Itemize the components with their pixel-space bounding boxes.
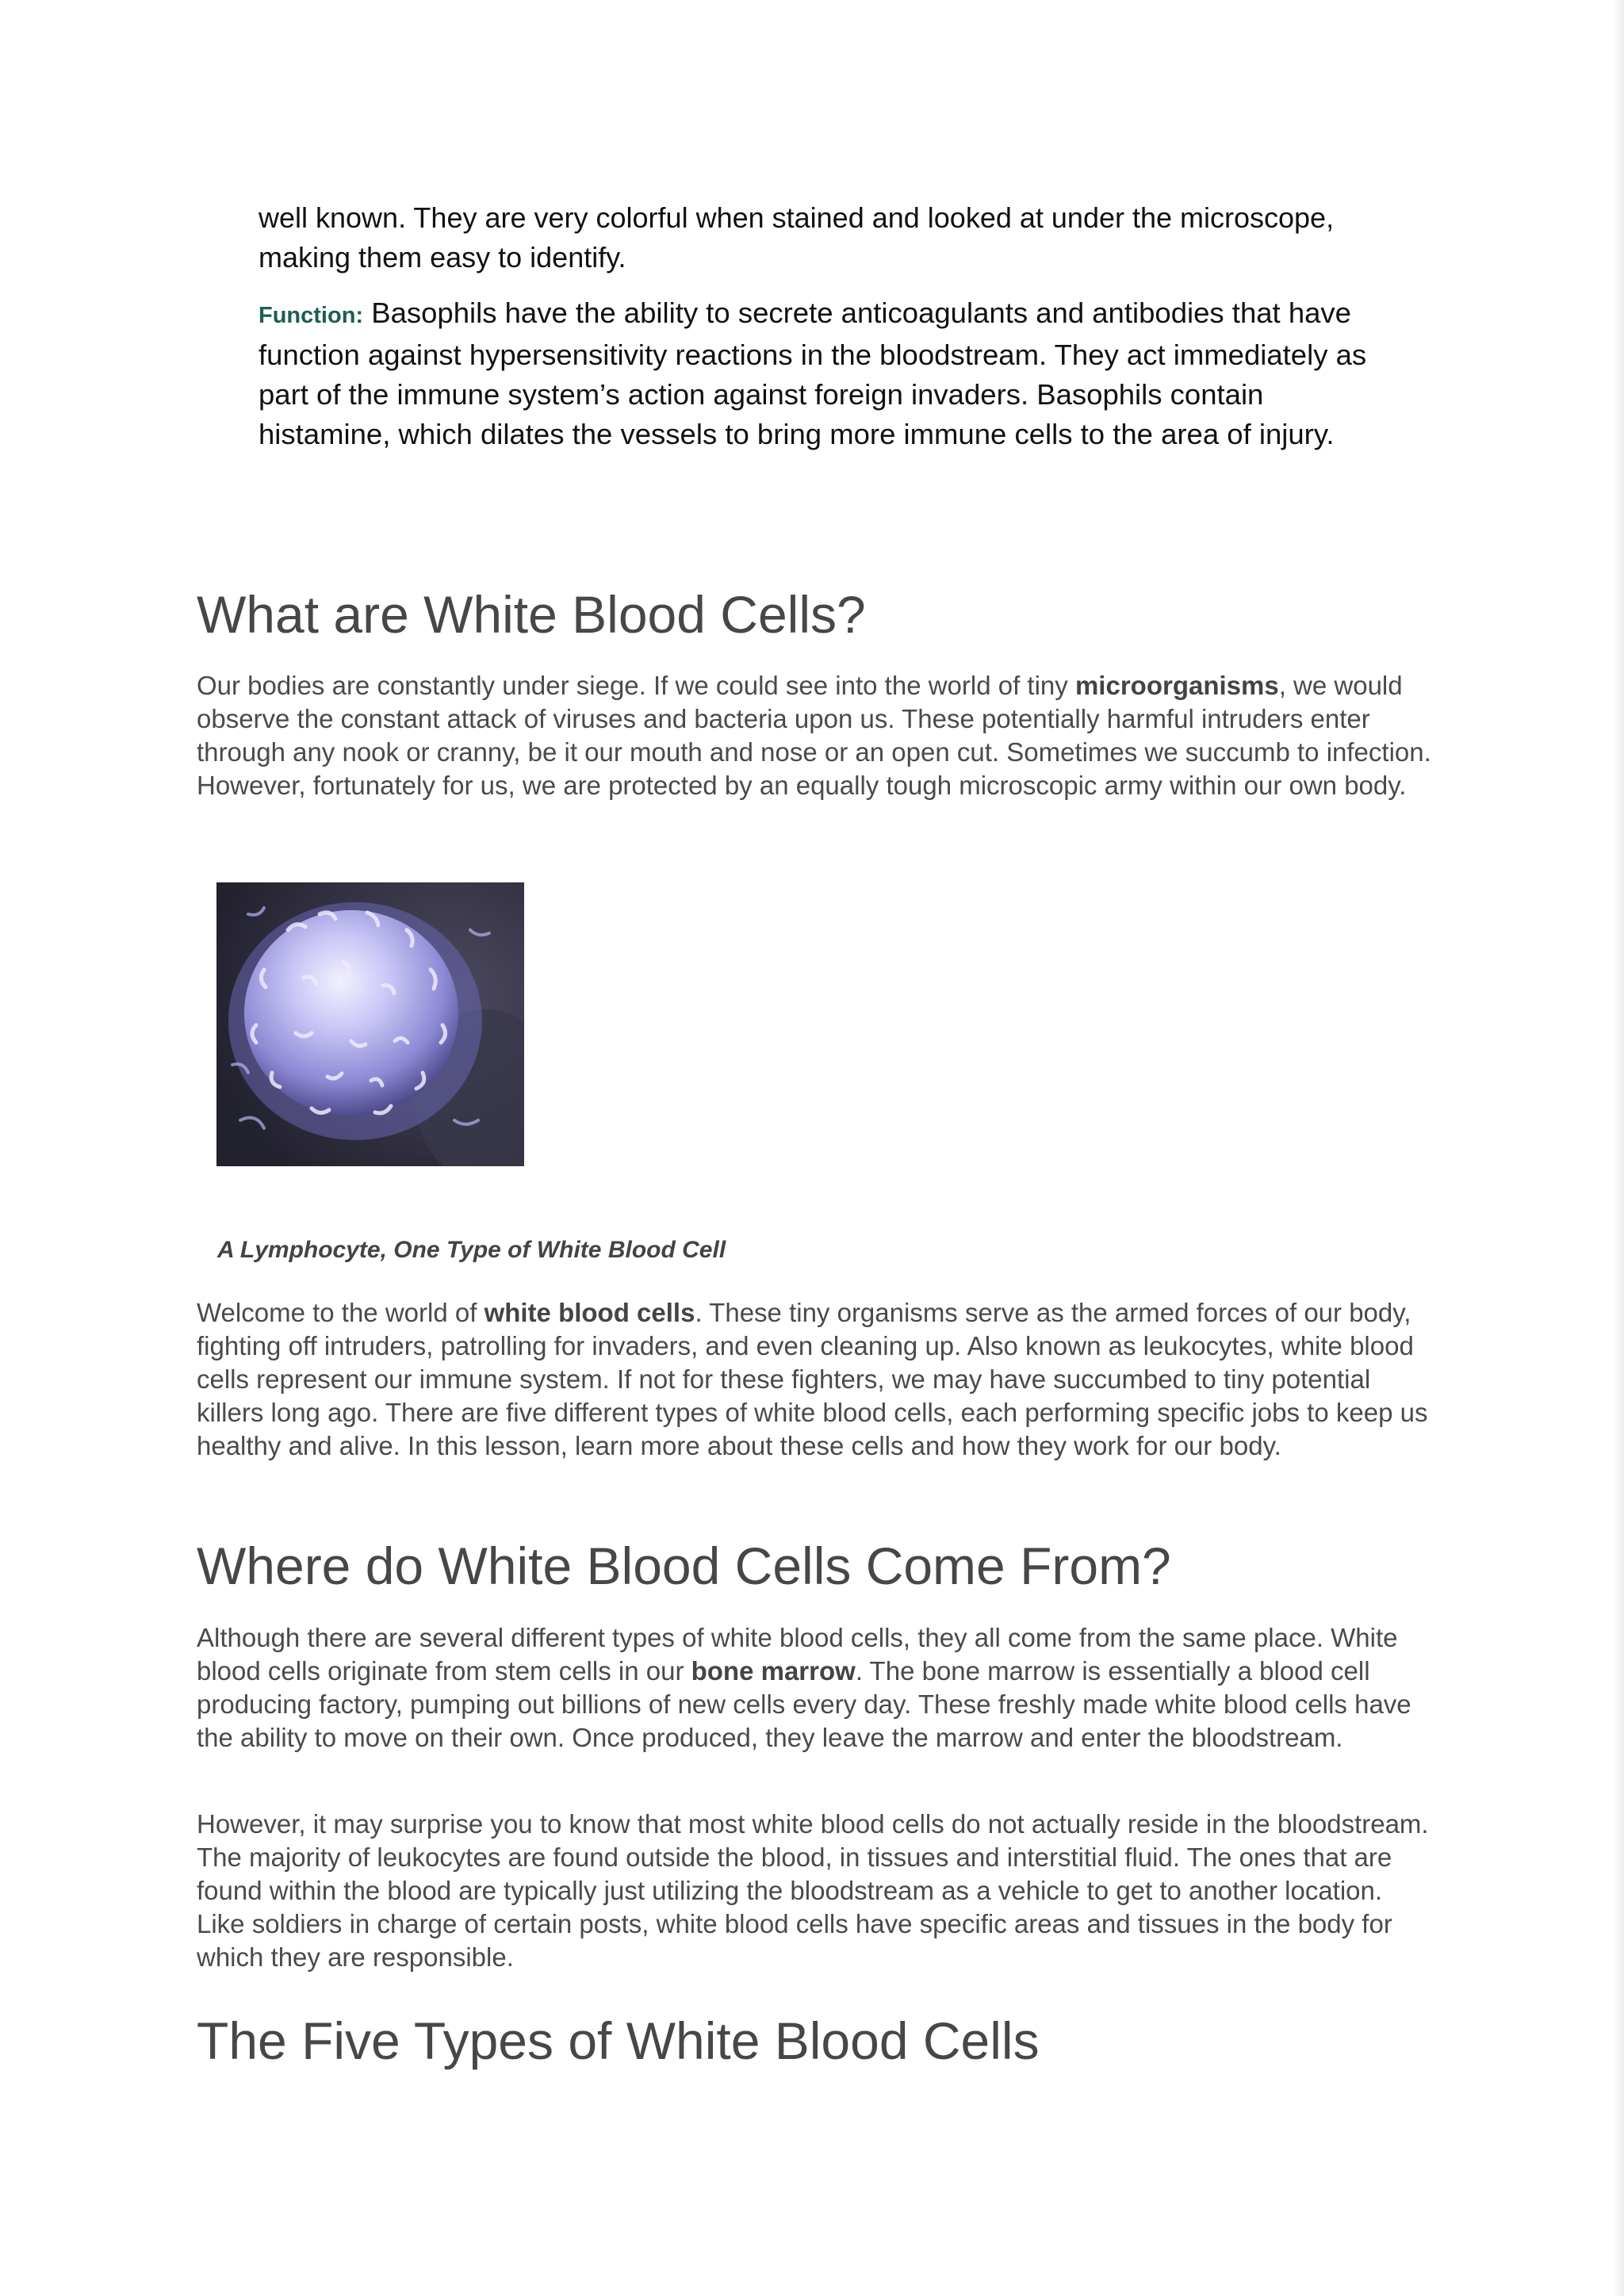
function-text: Basophils have the ability to secrete anticoagulants and antibodies that have function against hypersensitivity reactions in the bloodstream. They act immediately as part of the immune system’s action against foreign invaders. Basophils contain histamine, which dilates the vessels to bring more immune cells to the area of injury. [259, 297, 1367, 450]
section-five-types [197, 2011, 1434, 2071]
term-microorganisms: microorganisms [1074, 671, 1279, 700]
lymphocyte-micrograph-icon [216, 882, 524, 1166]
function-label: Function: [259, 303, 364, 328]
paragraph-text: However, it may surprise you to know that most white blood cells do not actually reside in the bloodstream. The majority of leukocytes are found outside the blood, in tissues and interstitial fluid. The ones that are found within the blood are typically just utilizing the bloodstream as a vehicle to get to another location. Like soldiers in charge of certain posts, white blood cells have specific areas and tissues in the body for which they are responsible. [197, 1809, 1429, 1972]
paragraph-welcome [197, 1296, 1434, 1463]
section-where-wbc-come-from [197, 1536, 1434, 1596]
paragraph-text: Although there are several different types of white blood cells, they all come from the same place. White blood cells originate from stem cells in our bone marrow. The bone marrow is essentially a blood cell producing factory, pumping out billions of new cells every day. These freshly made white blood cells have the ability to move on their own. Once produced, they leave the marrow and enter the bloodstream. [197, 1623, 1411, 1752]
page-edge-shadow [1613, 0, 1624, 2296]
section-what-are-wbc [197, 584, 1434, 645]
term-white-blood-cells: white blood cells [484, 1298, 695, 1327]
paragraph-text: Our bodies are constantly under siege. If we could see into the world of tiny microorganisms, we would observe the constant attack of viruses and bacteria upon us. These potentially harmful intruders enter through any nook or cranny, be it our mouth and nose or an open cut. Sometimes we succumb to infection. However, fortunately for us, we are protected by an equally tough microscopic army within our own body. [197, 671, 1431, 800]
basophil-function-paragraph [259, 293, 1392, 454]
section-heading-what-are-wbc: What are White Blood Cells? [197, 585, 866, 644]
paragraph-location [197, 1808, 1434, 1974]
basophil-description-continuation [259, 198, 1392, 277]
continuation-text: well known. They are very colorful when stained and looked at under the microscope, making them easy to identify. [259, 201, 1335, 274]
term-bone-marrow: bone marrow [691, 1656, 856, 1686]
image-caption: A Lymphocyte, One Type of White Blood Cell [217, 1237, 726, 1263]
section-heading-five-types: The Five Types of White Blood Cells [197, 2011, 1040, 2070]
paragraph-siege [197, 669, 1434, 802]
lymphocyte-image [216, 882, 524, 1166]
paragraph-text: Welcome to the world of white blood cells. These tiny organisms serve as the armed forces of our body, fighting off intruders, patrolling for invaders, and even cleaning up. Also known as leukocytes, white blood cells represent our immune system. If not for these fighters, we may have succumbed to tiny potential killers long ago. There are five different types of white blood cells, each performing specific jobs to keep us healthy and alive. In this lesson, learn more about these cells and how they work for our body. [197, 1298, 1428, 1460]
paragraph-origin [197, 1621, 1434, 1755]
section-heading-where-wbc-come-from: Where do White Blood Cells Come From? [197, 1536, 1171, 1595]
